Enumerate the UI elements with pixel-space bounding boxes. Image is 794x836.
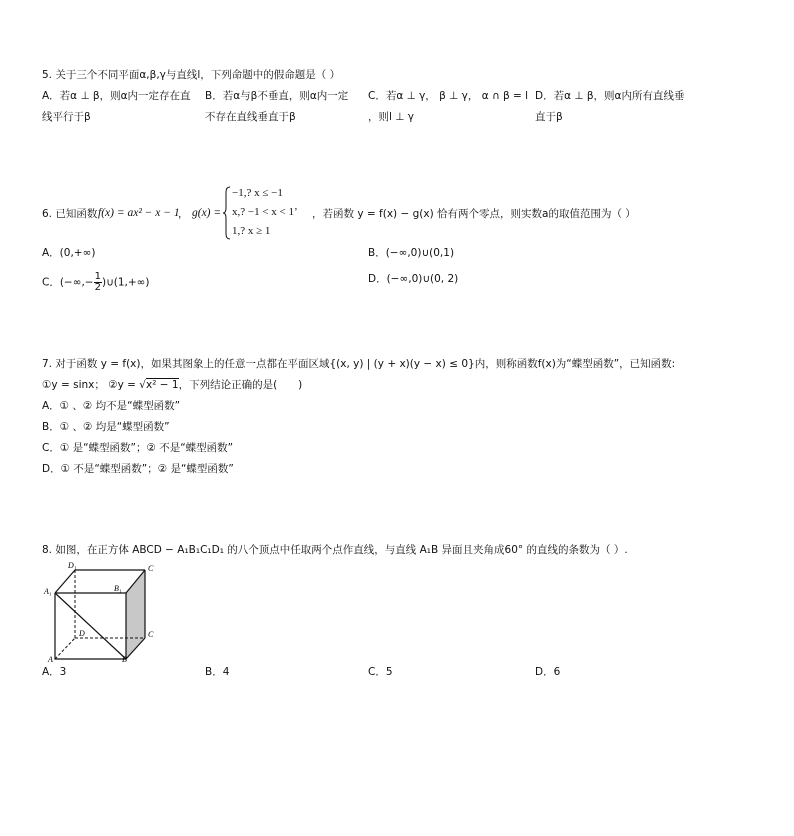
q5-stem: 5. 关于三个不同平面α,β,γ与直线l，下列命题中的假命题是（ ） (42, 69, 341, 81)
vertex-label-a: A (48, 655, 53, 662)
q6-f-definition: f(x) = ax² − x − 1 (98, 207, 180, 219)
q6-option-b: B．(−∞,0)∪(0,1) (368, 247, 455, 259)
cube-figure (42, 560, 162, 662)
q6-stem-suffix: ，若函数 y = f(x) − g(x) 恰有两个零点，则实数a的取值范围为（ ） (312, 208, 636, 220)
q8-option-d: D．6 (535, 666, 561, 678)
fraction-one-half: $\frac{1}{2}$ (94, 271, 101, 293)
q8-option-b: B．4 (205, 666, 230, 678)
q6-g-lhs: g(x) = (192, 207, 222, 219)
q6-piece-3: 1,? x ≥ 1 (232, 225, 271, 237)
q7-stem: 7. 对于函数 y = f(x)，如果其图象上的任意一点都在平面区域{(x, y) | (y + x)(y − x) ≤ 0}内，则称函数f(x)为“蝶型函数”，已知函数: (42, 358, 676, 370)
q6-option-c: C．(−∞,− $\frac{1}{2}$ )∪(1,+∞) (42, 271, 150, 293)
q7-functions-line: ①y = sinx； ②y = √x² − 1，下列结论正确的是( ) (42, 379, 303, 391)
q8-stem: 8. 如图，在正方体 ABCD − A₁B₁C₁D₁ 的八个顶点中任取两个点作直线，与直线 A₁B 异面且夹角成60° 的直线的条数为（ ）. (42, 544, 628, 556)
q6-comma: ， (178, 208, 189, 220)
left-brace-icon (222, 186, 232, 240)
vertex-label-d: D (79, 629, 85, 638)
q6-stem-prefix: 6. 已知函数 (42, 208, 98, 220)
square-root-icon: √ (139, 379, 146, 391)
q5-option-a-cont: 线平行于β (42, 111, 91, 123)
vertex-label-a1: A₁ (44, 587, 52, 596)
q6-piece-1: −1,? x ≤ −1 (232, 187, 283, 199)
q8-option-c: C．5 (368, 666, 393, 678)
q7-option-b: B．① 、② 均是“蝶型函数” (42, 421, 170, 433)
q5-option-c-cont: ，则l ⊥ γ (368, 111, 414, 123)
q5-option-d: D．若α ⊥ β，则α内所有直线垂 (535, 90, 685, 102)
q7-option-d: D．① 不是“蝶型函数”；② 是“蝶型函数” (42, 463, 234, 475)
vertex-label-b: B (122, 655, 127, 662)
q6-piece-2: x,? −1 < x < 1’ (232, 206, 298, 218)
q5-option-a: A．若α ⊥ β，则α内一定存在直 (42, 90, 191, 102)
vertex-label-d1: D₁ (68, 561, 77, 570)
vertex-label-c1: C (148, 564, 154, 573)
q5-option-d-cont: 直于β (535, 111, 563, 123)
q5-option-c: C．若α ⊥ γ， β ⊥ γ， α ∩ β = l (368, 90, 529, 102)
vertex-label-c: C (148, 630, 154, 639)
vertex-label-b1: B₁ (114, 584, 122, 593)
q7-option-c: C．① 是“蝶型函数”；② 不是“蝶型函数” (42, 442, 234, 454)
q6-option-d: D．(−∞,0)∪(0, 2) (368, 273, 459, 285)
q6-option-a: A．(0,+∞) (42, 247, 96, 259)
q5-option-b-cont: 不存在直线垂直于β (205, 111, 296, 123)
q7-option-a: A．① 、② 均不是“蝶型函数” (42, 400, 181, 412)
q8-option-a: A．3 (42, 666, 67, 678)
q5-option-b: B．若α与β不垂直，则α内一定 (205, 90, 349, 102)
